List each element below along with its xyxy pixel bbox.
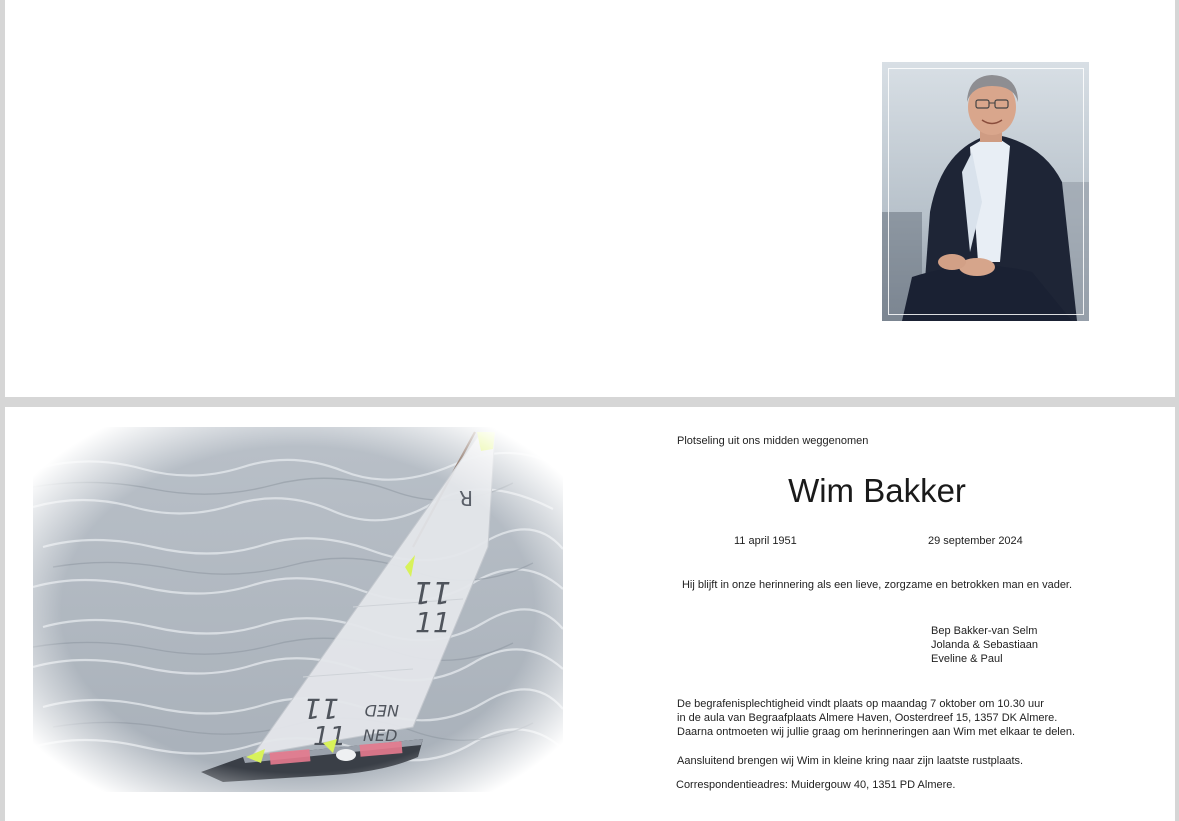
funeral-line: De begrafenisplechtigheid vindt plaats op maandag 7 oktober om 10.30 uur (677, 698, 1044, 710)
burial-text: Aansluitend brengen wij Wim in kleine kring naar zijn laatste rustplaats. (677, 755, 1024, 767)
sailboat-photo (33, 427, 563, 792)
death-date: 29 september 2024 (928, 535, 1023, 547)
portrait-photo (882, 62, 1089, 321)
family-list (931, 624, 1038, 666)
deceased-name: Wim Bakker (788, 472, 966, 509)
funeral-details (677, 697, 1075, 739)
family-member: Jolanda & Sebastiaan (931, 639, 1039, 651)
family-member: Eveline & Paul (931, 653, 1003, 665)
funeral-line: Daarna ontmoeten wij jullie graag om herinneringen aan Wim met elkaar te delen. (677, 726, 1076, 738)
correspondence-address: Correspondentieadres: Muidergouw 40, 1351 PD Almere. (676, 779, 956, 791)
intro-text: Plotseling uit ons midden weggenomen (677, 435, 869, 447)
memory-text: Hij blijft in onze herinnering als een lieve, zorgzame en betrokken man en vader. (681, 579, 1073, 591)
birth-date: 11 april 1951 (734, 535, 797, 547)
sailboat-illustration (33, 427, 563, 792)
card-front-page (5, 0, 1175, 397)
card-inside-page (5, 407, 1175, 821)
portrait-frame (888, 68, 1084, 315)
funeral-line: in de aula van Begraafplaats Almere Haven, Oosterdreef 15, 1357 DK Almere. (677, 712, 1058, 724)
family-member: Bep Bakker-van Selm (931, 625, 1038, 637)
